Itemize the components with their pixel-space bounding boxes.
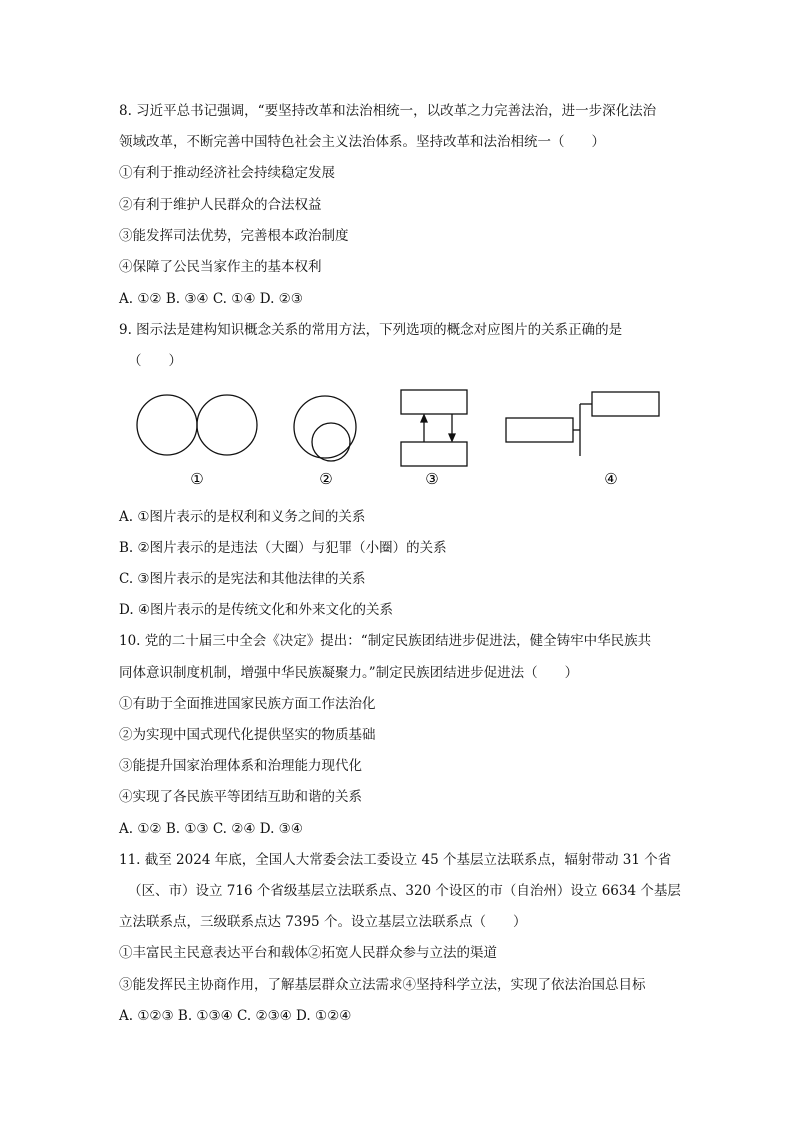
q11-stem-line3: 立法联系点，三级联系点达 7395 个。设立基层立法联系点（ ） [119, 914, 527, 930]
q8-stem-line1: 8. 习近平总书记强调，“要坚持改革和法治相统一，以改革之力完善法治，进一步深化法治 [119, 103, 657, 119]
fig4-bracket-boxes [506, 392, 659, 456]
fig1-tangent-circles [137, 395, 257, 455]
q8-options: A. ①② B. ③④ C. ①④ D. ②③ [119, 291, 303, 307]
q8-stem-line2: 领域改革，不断完善中国特色社会主义法治体系。坚持改革和法治相统一（ ） [119, 134, 605, 150]
q11-stem-line2: （区、市）设立 716 个省级基层立法联系点、320 个设区的市（自治州）设立 6634 个基层 [128, 883, 681, 899]
q8-item-4: ④保障了公民当家作主的基本权利 [119, 259, 322, 275]
fig2-nested-circles [294, 396, 356, 461]
q10-item-3: ③能提升国家治理体系和治理能力现代化 [119, 758, 362, 774]
q9-option-b: B. ②图片表示的是违法（大圈）与犯罪（小圈）的关系 [119, 540, 447, 556]
q9-stem-line1: 9. 图示法是建构知识概念关系的常用方法，下列选项的概念对应图片的关系正确的是 [119, 322, 623, 338]
q10-options: A. ①② B. ①③ C. ②④ D. ③④ [119, 821, 303, 837]
fig-label-1: ① [190, 470, 204, 488]
q10-item-2: ②为实现中国式现代化提供坚实的物质基础 [119, 727, 376, 743]
q11-stem-line1: 11. 截至 2024 年底，全国人大常委会法工委设立 45 个基层立法联系点，辐射带动 31 个省 [119, 852, 672, 868]
q11-options: A. ①②③ B. ①③④ C. ②③④ D. ①②④ [119, 1008, 352, 1024]
fig-label-4: ④ [604, 470, 618, 488]
q10-item-4: ④实现了各民族平等团结互助和谐的关系 [119, 789, 362, 805]
q8-item-1: ①有利于推动经济社会持续稳定发展 [119, 165, 335, 181]
q9-concept-diagram [119, 380, 679, 490]
q9-option-c: C. ③图片表示的是宪法和其他法律的关系 [119, 571, 366, 587]
fig-label-3: ③ [425, 470, 439, 488]
q9-option-a: A. ①图片表示的是权利和义务之间的关系 [119, 509, 366, 525]
fig-label-2: ② [319, 470, 333, 488]
q11-item-2: ③能发挥民主协商作用，了解基层群众立法需求④坚持科学立法，实现了依法治国总目标 [119, 977, 646, 993]
q11-item-1: ①丰富民主民意表达平台和载体②拓宽人民群众参与立法的渠道 [119, 945, 497, 961]
q9-stem-line2: （ ） [128, 353, 182, 369]
q8-item-2: ②有利于维护人民群众的合法权益 [119, 197, 322, 213]
q10-item-1: ①有助于全面推进国家民族方面工作法治化 [119, 696, 376, 712]
q8-item-3: ③能发挥司法优势，完善根本政治制度 [119, 228, 349, 244]
q9-option-d: D. ④图片表示的是传统文化和外来文化的关系 [119, 602, 394, 618]
q10-stem-line1: 10. 党的二十届三中全会《决定》提出：“制定民族团结进步促进法，健全铸牢中华民族共 [119, 633, 652, 649]
fig3-boxes-with-arrows [401, 390, 467, 466]
q10-stem-line2: 同体意识制度机制，增强中华民族凝聚力。”制定民族团结进步促进法（ ） [119, 665, 579, 681]
